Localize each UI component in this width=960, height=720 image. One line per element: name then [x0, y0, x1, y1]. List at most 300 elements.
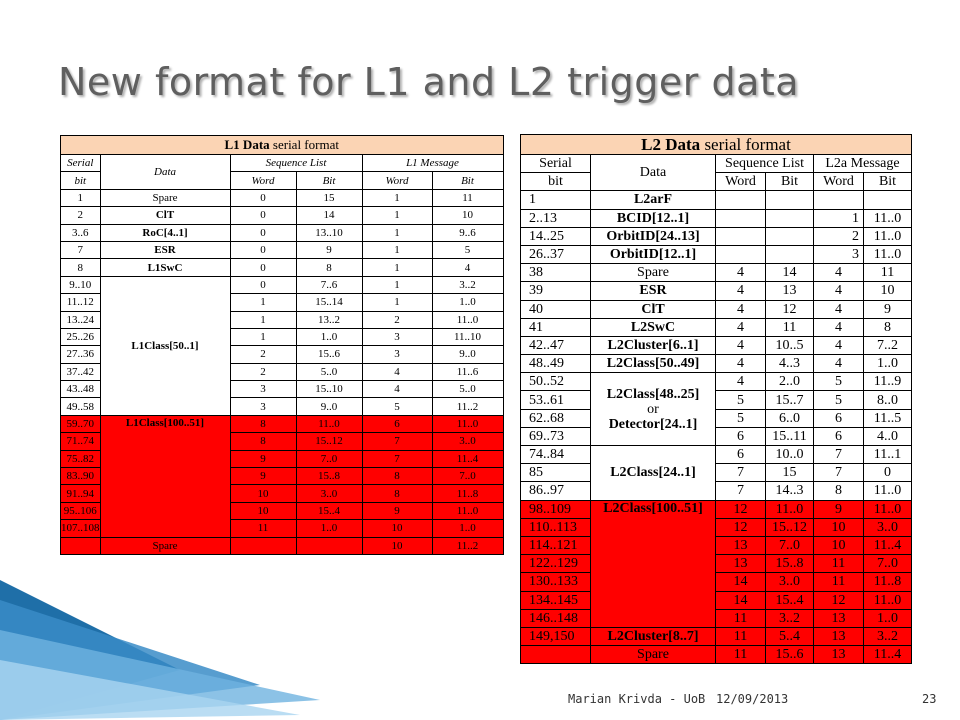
l1-header-sequence-list: Sequence List	[230, 155, 362, 172]
cell-msg-bit: 11..4	[864, 536, 912, 554]
cell-data: ClT	[100, 207, 230, 224]
cell-seq-bit: 5..4	[766, 627, 814, 645]
table-row	[61, 207, 504, 224]
l2-header-seq-bit: Bit	[766, 173, 814, 191]
cell-data: L2SwC	[591, 318, 716, 336]
cell-serial: 26..37	[521, 245, 591, 263]
cell-seq-bit: 10..0	[766, 446, 814, 464]
l2-header-data: Data	[591, 155, 716, 191]
cell-serial: 7	[61, 241, 101, 258]
cell-seq-bit: 7..6	[296, 276, 362, 293]
cell-msg-word: 6	[362, 415, 432, 432]
cell-msg-word: 8	[814, 482, 864, 500]
table-row	[521, 409, 912, 427]
cell-seq-word: 4	[716, 355, 766, 373]
cell-seq-word: 6	[716, 446, 766, 464]
cell-msg-bit: 11..0	[432, 311, 503, 328]
table-row	[521, 355, 912, 373]
cell-seq-bit: 4..3	[766, 355, 814, 373]
cell-msg-word: 8	[362, 485, 432, 502]
cell-seq-word: 14	[716, 591, 766, 609]
cell-msg-word: 2	[362, 311, 432, 328]
footer-author: Marian Krivda - UoB	[568, 692, 706, 706]
cell-data: Spare	[591, 646, 716, 664]
l1-header-msg-word: Word	[362, 172, 432, 189]
table-row	[521, 500, 912, 518]
cell-msg-word: 1	[362, 207, 432, 224]
cell-seq-word: 9	[230, 468, 296, 485]
cell-msg-word: 3	[814, 245, 864, 263]
table-row	[521, 536, 912, 554]
table-row	[521, 209, 912, 227]
cell-serial: 50..52	[521, 373, 591, 391]
cell-msg-word: 1	[362, 241, 432, 258]
cell-msg-word: 4	[814, 355, 864, 373]
cell-msg-word: 7	[814, 446, 864, 464]
cell-data: L1SwC	[100, 259, 230, 276]
cell-msg-bit: 11..2	[432, 398, 503, 415]
table-row	[61, 241, 504, 258]
cell-seq-bit: 15..12	[296, 433, 362, 450]
cell-msg-bit: 0	[864, 464, 912, 482]
table-row	[61, 415, 504, 432]
cell-serial: 14..25	[521, 227, 591, 245]
cell-msg-bit: 11..0	[864, 482, 912, 500]
cell-seq-word	[716, 227, 766, 245]
cell-seq-word: 4	[716, 336, 766, 354]
cell-serial: 85	[521, 464, 591, 482]
l2-header-msg-bit: Bit	[864, 173, 912, 191]
table-row	[521, 282, 912, 300]
cell-seq-word: 12	[716, 518, 766, 536]
cell-seq-word: 0	[230, 189, 296, 206]
cell-msg-word: 10	[362, 520, 432, 537]
cell-seq-word: 4	[716, 373, 766, 391]
cell-seq-word: 6	[716, 427, 766, 445]
cell-serial: 107..108	[61, 520, 101, 537]
cell-msg-bit: 1..0	[432, 520, 503, 537]
table-row	[521, 373, 912, 391]
footer-date: 12/09/2013	[716, 692, 789, 706]
cell-seq-word: 1	[230, 294, 296, 311]
cell-seq-bit: 15..4	[766, 591, 814, 609]
cell-msg-bit: 11..0	[864, 209, 912, 227]
table-row	[61, 537, 504, 554]
cell-msg-bit: 1..0	[432, 294, 503, 311]
cell-serial: 2..13	[521, 209, 591, 227]
cell-msg-word: 8	[362, 468, 432, 485]
cell-seq-word: 4	[716, 264, 766, 282]
table-row	[521, 518, 912, 536]
cell-data: Spare	[100, 189, 230, 206]
cell-seq-word: 2	[230, 363, 296, 380]
cell-seq-bit: 15..8	[766, 555, 814, 573]
cell-msg-bit: 11..2	[432, 537, 503, 554]
cell-msg-word: 6	[814, 409, 864, 427]
cell-serial: 122..129	[521, 555, 591, 573]
cell-seq-word: 3	[230, 381, 296, 398]
cell-msg-word: 11	[814, 573, 864, 591]
table-row	[521, 627, 912, 645]
cell-serial: 62..68	[521, 409, 591, 427]
cell-seq-bit: 15..11	[766, 427, 814, 445]
cell-msg-bit: 11..0	[432, 502, 503, 519]
cell-seq-bit: 15	[296, 189, 362, 206]
cell-seq-bit: 7..0	[766, 536, 814, 554]
cell-seq-bit: 11..0	[296, 415, 362, 432]
cell-msg-word: 1	[362, 294, 432, 311]
cell-seq-bit	[296, 537, 362, 554]
cell-serial: 25..26	[61, 328, 101, 345]
table-row	[61, 224, 504, 241]
cell-data: L2Cluster[6..1]	[591, 336, 716, 354]
cell-msg-bit: 11..0	[432, 415, 503, 432]
cell-serial: 149,150	[521, 627, 591, 645]
cell-seq-word: 4	[716, 282, 766, 300]
cell-seq-bit: 15..8	[296, 468, 362, 485]
cell-msg-word: 13	[814, 646, 864, 664]
cell-msg-bit: 11..9	[864, 373, 912, 391]
l1-header-message: L1 Message	[362, 155, 503, 172]
cell-msg-word: 10	[814, 536, 864, 554]
table-row	[521, 318, 912, 336]
cell-seq-bit: 15..6	[766, 646, 814, 664]
cell-msg-bit: 8	[864, 318, 912, 336]
cell-seq-word: 7	[716, 464, 766, 482]
table-row	[521, 446, 912, 464]
table-row	[521, 555, 912, 573]
cell-msg-word: 5	[814, 391, 864, 409]
l1-header-seq-word: Word	[230, 172, 296, 189]
cell-msg-bit: 11..4	[864, 646, 912, 664]
cell-serial: 69..73	[521, 427, 591, 445]
cell-seq-bit: 11	[766, 318, 814, 336]
cell-msg-word: 9	[362, 502, 432, 519]
cell-seq-word: 0	[230, 259, 296, 276]
cell-serial: 39	[521, 282, 591, 300]
cell-seq-word: 13	[716, 536, 766, 554]
cell-msg-word: 4	[362, 381, 432, 398]
cell-serial: 53..61	[521, 391, 591, 409]
l1-table-title: L1 Data serial format	[61, 136, 504, 155]
cell-serial: 3..6	[61, 224, 101, 241]
cell-msg-bit: 11..0	[864, 245, 912, 263]
cell-seq-bit: 15..10	[296, 381, 362, 398]
cell-serial: 11..12	[61, 294, 101, 311]
l1-header-seq-bit: Bit	[296, 172, 362, 189]
cell-data: ESR	[100, 241, 230, 258]
cell-data: L1Class[100..51]	[100, 415, 230, 537]
cell-seq-word: 8	[230, 415, 296, 432]
l2-header-serial: Serial	[521, 155, 591, 173]
cell-serial: 98..109	[521, 500, 591, 518]
cell-seq-word: 3	[230, 398, 296, 415]
cell-seq-word	[716, 209, 766, 227]
cell-seq-bit: 6..0	[766, 409, 814, 427]
cell-data: Spare	[100, 537, 230, 554]
table-row	[521, 264, 912, 282]
cell-data: OrbitID[24..13]	[591, 227, 716, 245]
cell-data: BCID[12..1]	[591, 209, 716, 227]
table-row	[521, 300, 912, 318]
cell-serial: 13..24	[61, 311, 101, 328]
cell-seq-bit	[766, 209, 814, 227]
cell-seq-word: 7	[716, 482, 766, 500]
cell-msg-bit: 11..1	[864, 446, 912, 464]
cell-seq-bit	[766, 245, 814, 263]
cell-msg-bit: 7..0	[432, 468, 503, 485]
cell-seq-bit: 12	[766, 300, 814, 318]
cell-msg-bit: 4..0	[864, 427, 912, 445]
cell-data: Spare	[591, 264, 716, 282]
cell-msg-word: 4	[814, 336, 864, 354]
cell-msg-word: 12	[814, 591, 864, 609]
cell-seq-bit: 2..0	[766, 373, 814, 391]
cell-serial: 2	[61, 207, 101, 224]
cell-seq-bit: 3..0	[766, 573, 814, 591]
cell-msg-bit: 5	[432, 241, 503, 258]
cell-msg-bit: 11	[432, 189, 503, 206]
cell-seq-bit: 1..0	[296, 328, 362, 345]
cell-seq-bit: 1..0	[296, 520, 362, 537]
cell-seq-word: 13	[716, 555, 766, 573]
cell-serial: 71..74	[61, 433, 101, 450]
cell-serial: 91..94	[61, 485, 101, 502]
l2-data-table	[520, 134, 912, 664]
l2-header-message: L2a Message	[814, 155, 912, 173]
cell-msg-word: 7	[362, 450, 432, 467]
cell-msg-word: 1	[362, 259, 432, 276]
cell-seq-word: 10	[230, 502, 296, 519]
cell-msg-bit: 3..0	[432, 433, 503, 450]
table-row	[521, 573, 912, 591]
cell-msg-word: 10	[814, 518, 864, 536]
cell-serial: 8	[61, 259, 101, 276]
footer-page-number: 23	[922, 692, 937, 706]
cell-msg-word: 7	[814, 464, 864, 482]
cell-seq-bit: 5..0	[296, 363, 362, 380]
cell-msg-word: 13	[814, 627, 864, 645]
cell-seq-word: 9	[230, 450, 296, 467]
cell-msg-word: 4	[814, 318, 864, 336]
cell-msg-bit: 11..8	[864, 573, 912, 591]
cell-data: L2Class[48..25] or Detector[24..1]	[591, 373, 716, 446]
cell-msg-bit: 11	[864, 264, 912, 282]
table-row	[521, 609, 912, 627]
cell-data: L1Class[50..1]	[100, 276, 230, 415]
table-row	[521, 591, 912, 609]
table-row	[521, 191, 912, 209]
cell-seq-word	[716, 191, 766, 209]
cell-msg-word: 5	[362, 398, 432, 415]
table-row	[521, 227, 912, 245]
cell-seq-word	[716, 245, 766, 263]
cell-serial: 1	[61, 189, 101, 206]
cell-serial: 83..90	[61, 468, 101, 485]
cell-msg-word: 4	[814, 282, 864, 300]
cell-msg-word: 1	[362, 189, 432, 206]
slide-title: New format for L1 and L2 trigger data	[58, 60, 800, 104]
cell-seq-word: 11	[716, 646, 766, 664]
cell-seq-word	[230, 537, 296, 554]
cell-serial: 75..82	[61, 450, 101, 467]
cell-serial: 27..36	[61, 346, 101, 363]
cell-seq-bit: 9	[296, 241, 362, 258]
cell-seq-word: 8	[230, 433, 296, 450]
cell-seq-bit: 15..7	[766, 391, 814, 409]
cell-seq-bit: 7..0	[296, 450, 362, 467]
l2-header-seq-word: Word	[716, 173, 766, 191]
cell-serial: 59..70	[61, 415, 101, 432]
cell-serial	[61, 537, 101, 554]
cell-msg-word: 10	[362, 537, 432, 554]
cell-msg-bit: 9..6	[432, 224, 503, 241]
cell-msg-word: 6	[814, 427, 864, 445]
cell-seq-word: 5	[716, 409, 766, 427]
cell-seq-word: 0	[230, 241, 296, 258]
cell-seq-bit: 3..0	[296, 485, 362, 502]
cell-serial: 42..47	[521, 336, 591, 354]
table-row	[61, 189, 504, 206]
cell-msg-word: 13	[814, 609, 864, 627]
cell-serial: 48..49	[521, 355, 591, 373]
cell-serial: 110..113	[521, 518, 591, 536]
cell-msg-bit: 3..2	[432, 276, 503, 293]
cell-seq-bit: 15	[766, 464, 814, 482]
cell-data: L2Cluster[8..7]	[591, 627, 716, 645]
cell-msg-bit	[864, 191, 912, 209]
cell-seq-bit: 15..6	[296, 346, 362, 363]
cell-seq-word: 12	[716, 500, 766, 518]
cell-seq-bit: 15..12	[766, 518, 814, 536]
cell-seq-word: 5	[716, 391, 766, 409]
cell-seq-bit: 11..0	[766, 500, 814, 518]
cell-seq-word: 11	[716, 609, 766, 627]
cell-seq-bit: 14	[766, 264, 814, 282]
cell-msg-word: 11	[814, 555, 864, 573]
cell-msg-bit: 11..6	[432, 363, 503, 380]
cell-seq-word: 1	[230, 328, 296, 345]
cell-serial: 43..48	[61, 381, 101, 398]
cell-seq-bit: 13..10	[296, 224, 362, 241]
cell-serial: 134..145	[521, 591, 591, 609]
cell-serial: 130..133	[521, 573, 591, 591]
cell-msg-bit: 7..2	[864, 336, 912, 354]
l1-header-msg-bit: Bit	[432, 172, 503, 189]
l1-data-table	[60, 135, 504, 555]
l1-header-serial: Serial	[61, 155, 101, 172]
cell-seq-word: 14	[716, 573, 766, 591]
cell-data: L2Class[100..51]	[591, 500, 716, 627]
cell-serial: 40	[521, 300, 591, 318]
table-row	[521, 427, 912, 445]
cell-seq-word: 4	[716, 300, 766, 318]
cell-msg-bit: 11..4	[432, 450, 503, 467]
cell-msg-bit: 11..0	[864, 500, 912, 518]
cell-msg-bit: 11..10	[432, 328, 503, 345]
cell-msg-word: 3	[362, 328, 432, 345]
cell-serial: 114..121	[521, 536, 591, 554]
cell-seq-bit	[766, 227, 814, 245]
cell-serial: 1	[521, 191, 591, 209]
l1-header-data: Data	[100, 155, 230, 190]
cell-msg-bit: 10	[864, 282, 912, 300]
cell-seq-bit: 15..14	[296, 294, 362, 311]
cell-msg-bit: 4	[432, 259, 503, 276]
cell-msg-bit: 3..0	[864, 518, 912, 536]
cell-msg-word: 1	[814, 209, 864, 227]
table-row	[521, 245, 912, 263]
cell-msg-bit: 1..0	[864, 355, 912, 373]
cell-msg-bit: 8..0	[864, 391, 912, 409]
cell-serial: 86..97	[521, 482, 591, 500]
cell-serial: 146..148	[521, 609, 591, 627]
cell-seq-bit: 8	[296, 259, 362, 276]
cell-seq-bit: 14..3	[766, 482, 814, 500]
cell-msg-bit: 11..0	[864, 227, 912, 245]
cell-serial	[521, 646, 591, 664]
cell-msg-word: 1	[362, 224, 432, 241]
cell-serial: 41	[521, 318, 591, 336]
l2-header-bit: bit	[521, 173, 591, 191]
cell-msg-word: 3	[362, 346, 432, 363]
cell-seq-word: 2	[230, 346, 296, 363]
cell-msg-bit: 11..8	[432, 485, 503, 502]
cell-msg-word: 9	[814, 500, 864, 518]
cell-seq-bit: 13..2	[296, 311, 362, 328]
decorative-arrow-graphic	[0, 560, 330, 720]
cell-data: ESR	[591, 282, 716, 300]
cell-seq-bit: 14	[296, 207, 362, 224]
table-row	[521, 391, 912, 409]
table-row	[61, 259, 504, 276]
cell-msg-bit: 3..2	[864, 627, 912, 645]
cell-seq-word: 11	[716, 627, 766, 645]
cell-seq-word: 0	[230, 276, 296, 293]
cell-seq-bit: 9..0	[296, 398, 362, 415]
table-row	[61, 276, 504, 293]
cell-msg-bit: 11..5	[864, 409, 912, 427]
cell-seq-word: 0	[230, 207, 296, 224]
cell-msg-word	[814, 191, 864, 209]
cell-msg-bit: 5..0	[432, 381, 503, 398]
l2-header-sequence-list: Sequence List	[716, 155, 814, 173]
cell-data: L2Class[50..49]	[591, 355, 716, 373]
cell-data: OrbitID[12..1]	[591, 245, 716, 263]
cell-seq-word: 1	[230, 311, 296, 328]
l2-table-title: L2 Data serial format	[521, 135, 912, 155]
table-row	[521, 336, 912, 354]
cell-seq-word: 11	[230, 520, 296, 537]
table-row	[521, 646, 912, 664]
cell-msg-bit: 10	[432, 207, 503, 224]
cell-msg-bit: 9	[864, 300, 912, 318]
cell-msg-word: 4	[362, 363, 432, 380]
cell-seq-bit: 13	[766, 282, 814, 300]
cell-msg-bit: 9..0	[432, 346, 503, 363]
cell-msg-word: 4	[814, 300, 864, 318]
cell-data: ClT	[591, 300, 716, 318]
cell-msg-word: 7	[362, 433, 432, 450]
table-row	[521, 464, 912, 482]
cell-seq-bit: 15..4	[296, 502, 362, 519]
cell-msg-word: 2	[814, 227, 864, 245]
cell-seq-word: 4	[716, 318, 766, 336]
cell-data: L2Class[24..1]	[591, 446, 716, 501]
cell-serial: 95..106	[61, 502, 101, 519]
l2-header-msg-word: Word	[814, 173, 864, 191]
cell-msg-bit: 11..0	[864, 591, 912, 609]
